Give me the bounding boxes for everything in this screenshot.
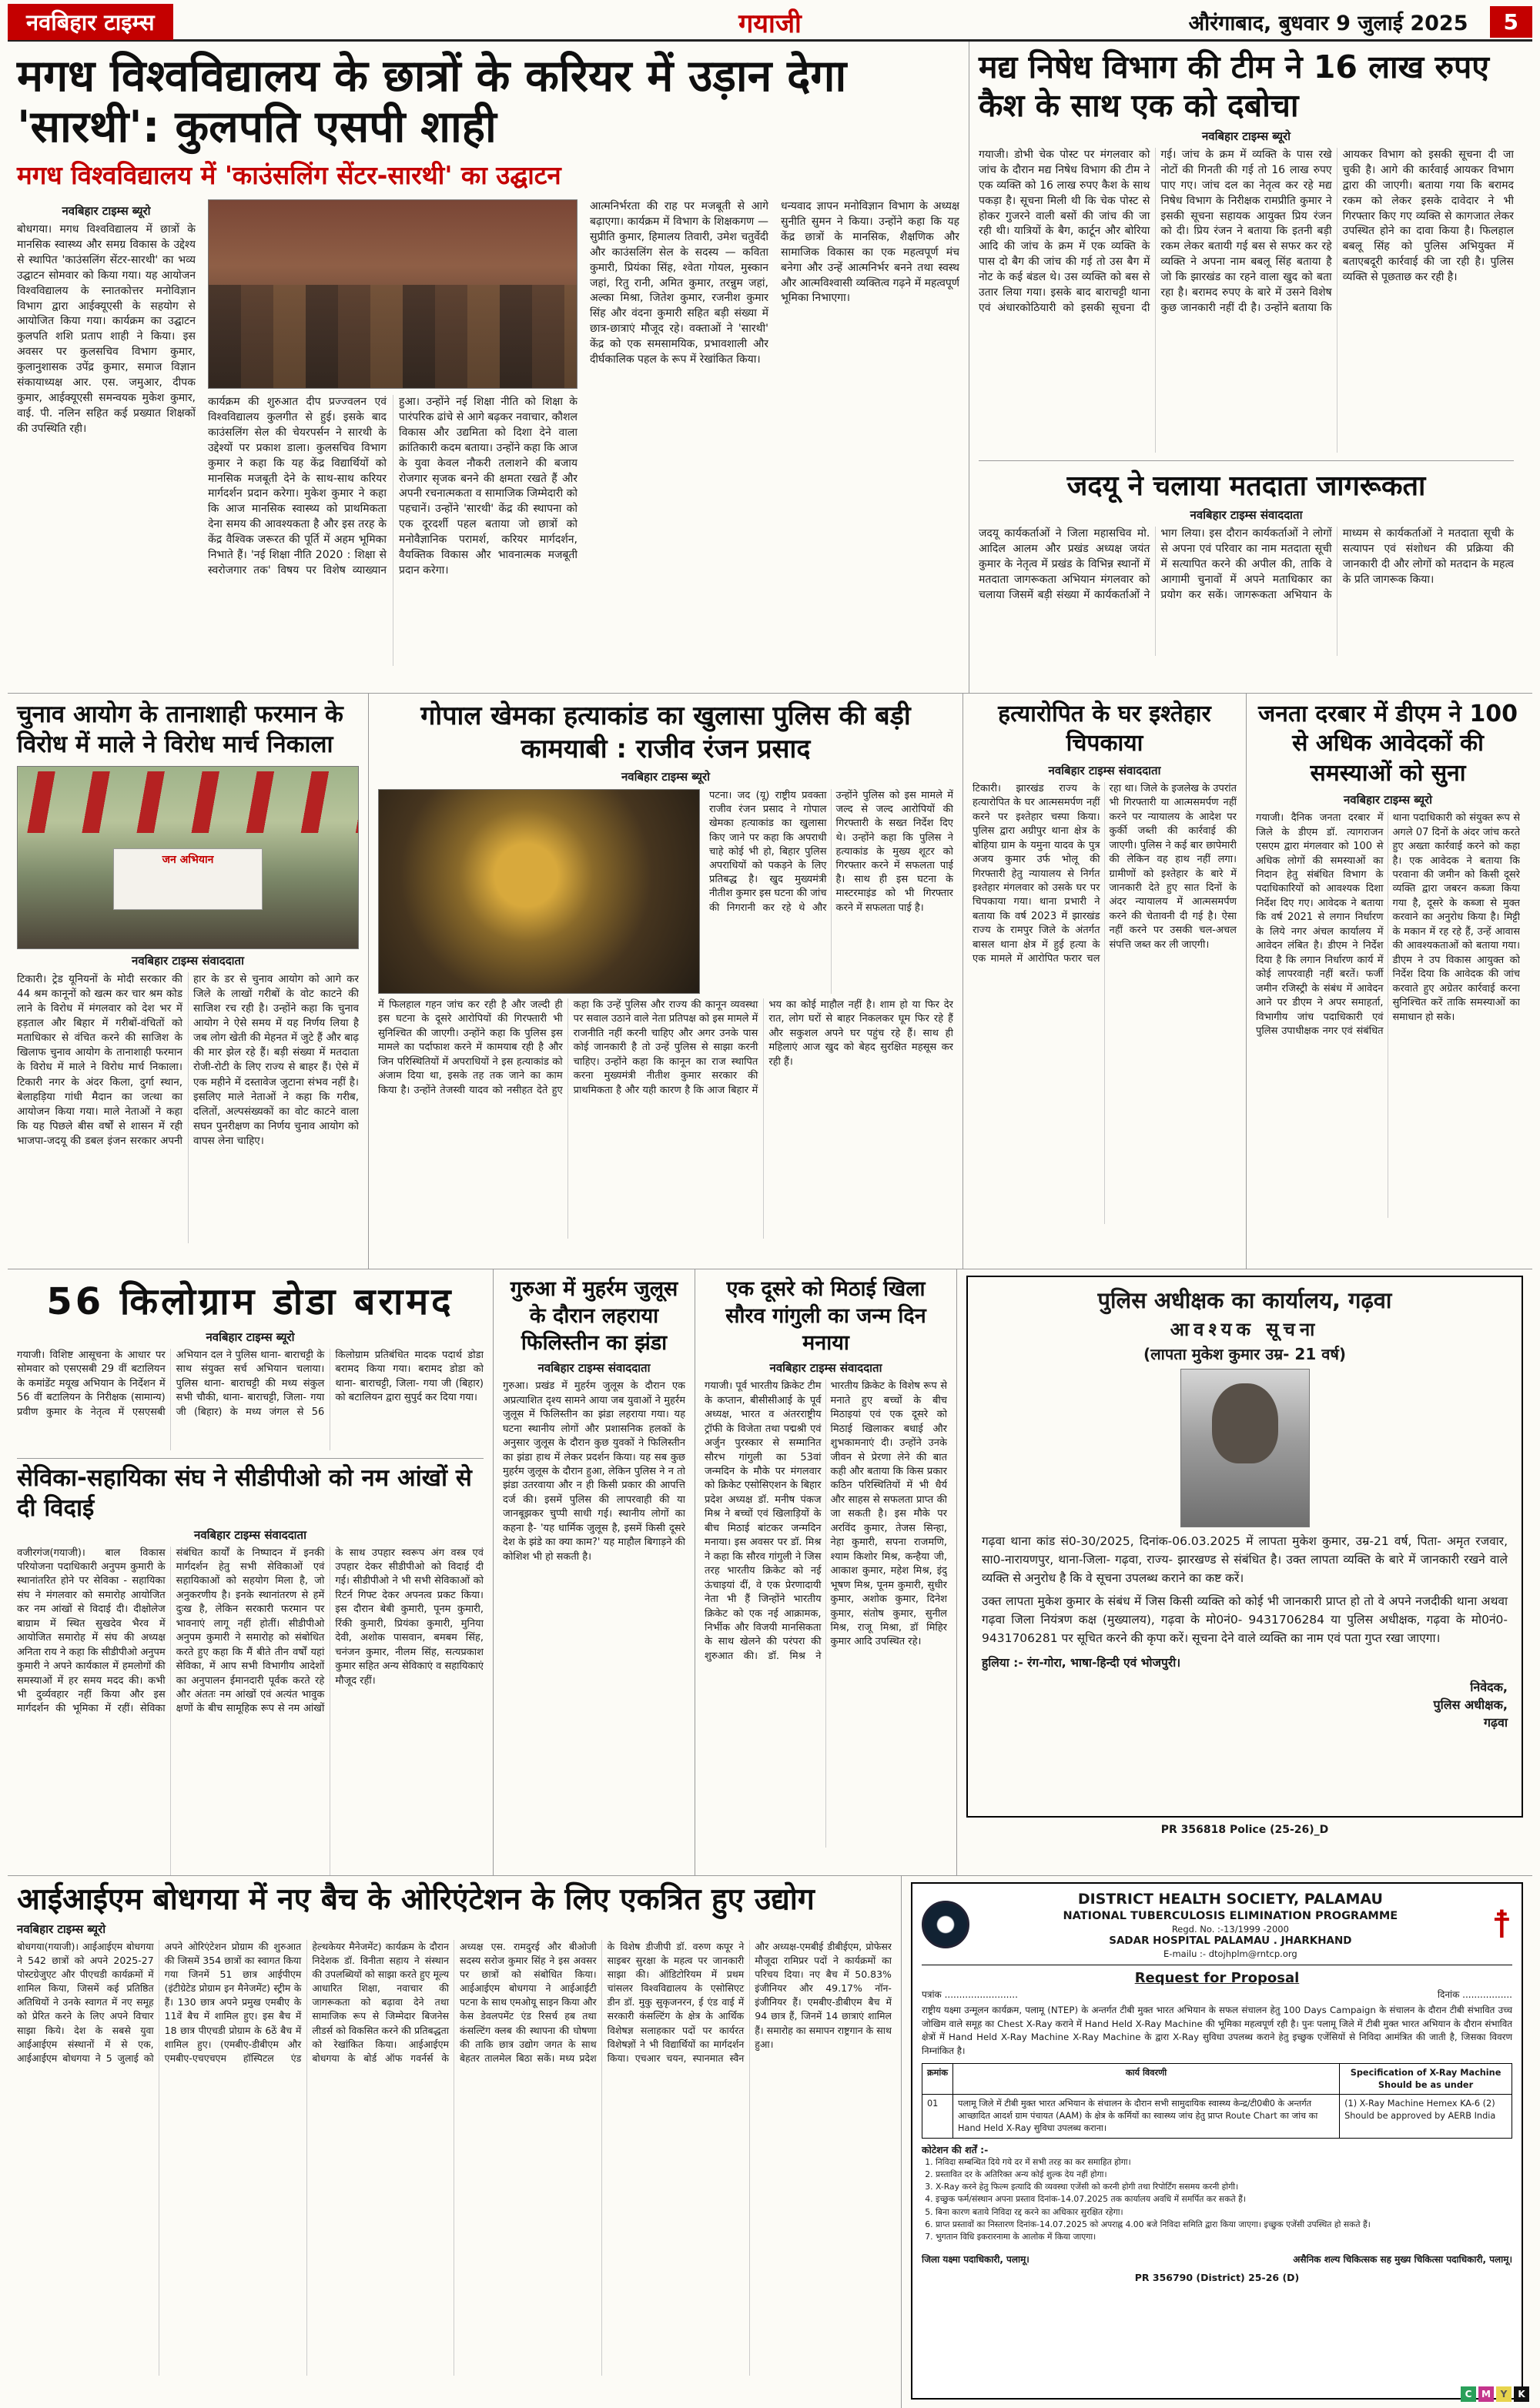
cell-work-description: पलामू जिले में टीबी मुक्त भारत अभियान के संचालन के दौरान सभी सामुदायिक स्वास्थ्य केन्द्र/टी0बी0 के अन्तर्गत आच्छादित आदर्श ग्राम पंचायत (AAM) के क्षेत्र के कर्मियों का स्वास्थ्य जांच हेतु प्राप्त Route Chart का जांच का Hand Held X-Ray सुविधा उपलब्ध कराना। — [953, 2095, 1340, 2138]
dhs-box — [911, 1882, 1523, 2400]
article-iim-orientation — [8, 1876, 901, 2408]
notice-signature — [982, 1678, 1508, 1732]
police-pr-number: PR 356818 Police (25-26)_D — [1160, 1824, 1329, 1836]
protest-banner — [113, 848, 263, 910]
dhs-society-name: DISTRICT HEALTH SOCIETY, PALAMAU — [1077, 1891, 1383, 1908]
sevika-body: वजीरगंज(गयाजी)। बाल विकास परियोजना पदाधिकारी अनुपम कुमारी के स्थानांतरित होने पर सेविका - सहायिका संघ ने मंगलवार को समारोह आयोजित कर नम आंखों से विदाई दी। दीक्षोलेज बाग्राम में स्थित सुखदेव भैरव में आयोजित समारोह में संघ की अध्यक्ष अनिता राय ने कहा कि सीडीपीओ अनुपम कुमारी ने अपने कार्यकाल में हमलोगों की समस्याओं में हर समय मदद की। कभी भी दुर्व्यवहार नहीं किया और इस मार्गदर्शन की भूमिका में रहीं। सेविका संबंधित कार्यों के निष्पादन में इनकी मार्गदर्शन हेतु सभी सेविकाओं एवं सहायिकाओं को सहयोग मिला है, जो अनुकरणीय है। इनके स्थानांतरण से हमें दुःख है, लेकिन सरकारी फरमान पर भावनाएं लागू नहीं होतीं। सीडीपीओ अनुपम कुमारी ने समारोह को संबोधित करते हुए कहा कि मैं बीते तीन वर्षों यहां सेविका, में आप सभी विभागीय आदेशों का अनुपालन ईमानदारी पूर्वक करते रहे और अंततः नम आंखों एवं अत्यंत भावुक क्षणों के बीच सामूहिक रूप से नम आंखों के साथ उपहार स्वरूप अंग वस्त्र एवं उपहार देकर सीडीपीओ को विदाई दी गई। सीडीपीओ ने भी सभी सेविकाओं को रिटर्न गिफ्ट देकर अपनत्व प्रकट किया। इस दौरान बेबी कुमारी, पूनम कुमारी, रिंकी कुमारी, प्रियंका कुमारी, मुनिया देवी, अशोक पासवान, बमबम सिंह, चनंजन कुमार, नीलम सिंह, सत्यप्रकाश कुमार सहित अन्य सेविकाएं व सहायिकाएं मौजूद रहीं। — [17, 1547, 484, 1715]
saarthi-middle — [208, 199, 578, 666]
letter-number-row — [922, 1988, 1512, 2001]
dhs-spec-table — [922, 2063, 1512, 2139]
iim-body: बोधगया(गयाजी)। आईआईएम बोधगया ने 542 छात्रों को अपने 2025-27 पोस्टग्रेजुएट और पीएचडी कार्यक्रमों में शामिल किया, जिसमें कई प्रतिष्ठित अतिथियों ने उनके स्वागत में नए समूह को प्रेरित करने के लिए अपने विचार साझा किये। देश के सबसे युवा आईआईएम संस्थानों में से एक, आईआईएम बोधगया ने 5 जुलाई को अपने ओरिएंटेशन प्रोग्राम की शुरुआत की जिसमें 354 छात्रों का स्वागत किया गया जिनमें 51 छात्र आईपीएम (इंटीग्रेटेड प्रोग्राम इन मैनेजमेंट) स्ट्रीम के हैं। 130 छात्र अपने प्रमुख एमबीए के 11वें बैच में शामिल हुए। इस बैच में 18 छात्र पीएचडी प्रोग्राम के 6ठें बैच में शामिल हुए। (एमबीए-डीबीएम और एमबीए-एचएचएम हॉस्पिटल एंड हेल्थकेयर मैनेजमेंट) कार्यक्रम के दौरान निदेशक डॉ. विनीता सहाय ने संस्थान की उपलब्धियों को साझा करते हुए मूल्य आधारित शिक्षा, नवाचार की जागरूकता को बढ़ावा देने तथा सामाजिक रूप से जिम्मेदार बिजनेस लीडर्स को विकसित करने की प्रतिबद्धता को रेखांकित किया। आईआईएम बोधगया के बोर्ड ऑफ गवर्नर्स के अध्यक्ष एस. रामदुरई और बीओजी सदस्य सरोज कुमार सिंह ने इस अवसर पर छात्रों को संबोधित किया। आईआईएम बोधगया ने आईआईटी पटना के साथ एमओयू साइन किया और केस डेवलपमेंट एंड रिसर्च हब तथा कंसल्टिंग क्लब की स्थापना की घोषणा की ताकि छात्र उद्योग जगत के साथ बेहतर तालमेल बिठा सकें। मध्य प्रदेश के विशेष डीजीपी डॉ. वरुण कपूर ने साइबर सुरक्षा के महत्व पर जानकारी साझा की। ऑडिटोरियम में प्रथम चांसलर विश्वविद्यालय के एसोसिएट डीन डॉ. मुकु सुकृजनरन, ई एंड वाई में सरकारी कंसल्टिंग के क्षेत्र के आर्थिक विशेषज्ञ सलाहकार पदों पर कार्यरत विशेषज्ञों ने भी विद्यार्थियों का मार्गदर्शन किया। एचआर चयन, स्पानमात स्वैन और अध्यक्ष-एमबीई डीबीईएम, प्रोफेसर मौजूदा रामिप्रर पदों ने कार्यक्रमों का परिचय दिया। नए बैच में 50.83% इंजीनियर और 49.17% नॉन-इंजीनियर हैं। एमबीए-डीबीएम बैच में 94 छात्र हैं, जिनमें 14 छात्राएं शामिल हैं। समारोह का समापन राष्ट्रगान के साथ हुआ। — [17, 1940, 892, 2064]
khemka-top — [378, 789, 953, 994]
dhs-tender-notice — [901, 1876, 1532, 2408]
rajiv-ranjan-photo — [378, 789, 700, 994]
black-mark: K — [1514, 2386, 1529, 2402]
terms-title: कोटेशन की शर्तें :- — [922, 2143, 989, 2155]
bottom-section — [8, 1875, 1532, 2408]
janata-headline: जनता दरबार में डीएम ने 100 से अधिक आवेदकों की समस्याओं को सुना — [1258, 701, 1518, 787]
portrait-silhouette — [1212, 1383, 1278, 1463]
table-header-work: कार्य विवरणी — [953, 2063, 1340, 2095]
article-ishtehar — [962, 694, 1246, 1269]
dateline: औरंगाबाद, बुधवार 9 जुलाई 2025 — [1188, 12, 1468, 35]
dhs-hospital-line: SADAR HOSPITAL PALAMAU . JHARKHAND — [1109, 1935, 1352, 1948]
dhs-programme-name: NATIONAL TUBERCULOSIS ELIMINATION PROGRAMME — [1063, 1909, 1398, 1922]
cyan-mark: C — [1461, 2386, 1476, 2402]
sevika-byline: नवबिहार टाइम्स संवाददाता — [194, 1527, 306, 1542]
term-item: 6. प्राप्त प्रस्तावों का निस्तारण दिनांक-14.07.2025 को अपराह्न 4.00 बजे निविदा समिति द्वारा किया जाएगा। इच्छुक एजेंसी उपस्थित हो सकते हैं। — [936, 2219, 1512, 2231]
page-number: 5 — [1490, 6, 1532, 38]
print-color-marks — [1461, 2386, 1529, 2402]
saarthi-col1 — [17, 199, 196, 666]
sign-line-2: पुलिस अधीक्षक, — [1433, 1697, 1508, 1713]
saarthi-mid-text: कार्यक्रम की शुरुआत दीप प्रज्ज्वलन एवं विश्वविद्यालय कुलगीत से हुई। इसके बाद काउंसलिंग सेल की चेयरपर्सन ने सारथी के उद्देश्यों पर प्रकाश डाला। कुलसचिव विभाग कुमार ने कहा कि यह केंद्र विद्यार्थियों को मानसिक मजबूती देने के साथ-साथ करियर मार्गदर्शन प्रदान करेगा। मुकेश कुमार ने कहा कि आज मानसिक स्वास्थ्य को प्राथमिकता देना समय की आवश्यकता है और इस तरह के केंद्र वैश्विक जरूरत की पूर्ति में अहम भूमिका निभाते हैं। 'नई शिक्षा नीति 2020 : शिक्षा से स्वरोजगार तक' विषय पर विशेष व्याख्यान हुआ। उन्होंने नई शिक्षा नीति को शिक्षा के पारंपरिक ढांचे से आगे बढ़कर नवाचार, कौशल विकास और उद्यमिता को दिशा देने वाला क्रांतिकारी कदम बताया। उन्होंने कहा कि आज के युवा केवल नौकरी तलाशने की बजाय रोजगार सृजक बनने की क्षमता रखते हैं और अपनी रचनात्मकता व सामाजिक जिम्मेदारी को पहचानें। उन्होंने 'सारथी' केंद्र की स्थापना को एक दूरदर्शी पहल बताया जो छात्रों को मनोवैज्ञानिक परामर्श, करियर मार्गदर्शन, वैयक्तिक विकास और भावनात्मक मजबूती प्रदान करेगा। — [208, 396, 578, 577]
dhs-pr-number: PR 356790 (District) 25-26 (D) — [1134, 2272, 1300, 2284]
gurua-headline: गुरुआ में मुहर्रम जुलूस के दौरान लहराया फिलिस्तीन का झंडा — [510, 1277, 678, 1356]
khemka-side-text: पटना। जद (यू) राष्ट्रीय प्रवक्ता राजीव रंजन प्रसाद ने गोपाल खेमका हत्याकांड का खुलासा किए जाने पर कहा कि अपराधी चाहे कोई भी हो, बिहार पुलिस अपराधियों को पकड़ने के लिए प्रतिबद्ध है। खुद मुख्यमंत्री नीतीश कुमार इस घटना की जांच की निगरानी कर रहे थे और उन्होंने पुलिस को इस मामले में जल्द से जल्द आरोपियों की गिरफ्तारी के सख्त निर्देश दिए थे। उन्होंने कहा कि पुलिस ने हत्याकांड के मुख्य शूटर को गिरफ्तार करने में सफलता पाई है। साथ ही इस घटना के मास्टरमाइंड को भी गिरफ्तार करने में सफलता पाई है। — [709, 790, 953, 914]
table-header-sn: क्रमांक — [922, 2063, 953, 2095]
iim-byline: नवबिहार टाइम्स ब्यूरो — [17, 1921, 106, 1936]
ganguly-headline: एक दूसरे को मिठाई खिला सौरव गांगुली का जन्म दिन मनाया — [725, 1277, 926, 1356]
terms-list — [922, 2156, 1512, 2243]
term-item: 4. इच्छुक फर्म/संस्थान अपना प्रस्ताव दिनांक-14.07.2025 तक कार्यालय अवधि में समर्पित कर सकते हैं। — [936, 2193, 1512, 2206]
article-janata-darbar — [1246, 694, 1529, 1269]
jdu-body: जदयू कार्यकर्ताओं ने जिला महासचिव मो. आदिल आलम और प्रखंड अध्यक्ष जयंत कुमार के नेतृत्व में प्रखंड के विभिन्न स्थानों में मतदाता जागरूकता अभियान मंगलवार को चलाया जिसमें बड़ी संख्या में कार्यकर्ताओं ने भाग लिया। इस दौरान कार्यकर्ताओं ने लोगों से अपना एवं परिवार का नाम मतदाता सूची में सत्यापित करने की अपील की, ताकि वे आगामी चुनावों में अपने मताधिकार का प्रयोग कर सकें। जागरूकता अभियान के माध्यम से कार्यकर्ताओं ने मतदाता सूची के सत्यापन एवं संशोधन की प्रक्रिया की जानकारी दी और लोगों को मतदान के महत्व के प्रति जागरूक किया। — [979, 527, 1514, 601]
middle-section — [8, 693, 1532, 1269]
missing-person-photo — [1180, 1369, 1310, 1527]
article-gurua-flag — [493, 1269, 695, 1875]
saarthi-inauguration-photo — [208, 199, 578, 389]
article-doda-seizure — [17, 1276, 484, 1450]
notice-hulia: हुलिया :- रंग-गोरा, भाषा-हिन्दी एवं भोजपुरी। — [982, 1656, 1181, 1671]
left-stack — [8, 1269, 493, 1875]
saarthi-byline: नवबिहार टाइम्स ब्यूरो — [62, 204, 151, 219]
photo-people-silhouette — [209, 285, 577, 388]
article-jdu-awareness — [979, 460, 1514, 656]
saarthi-subhead: मगध विश्वविद्यालय में 'काउंसलिंग सेंटर-सारथी' का उद्घाटन — [17, 160, 561, 191]
jdu-byline: नवबिहार टाइम्स संवाददाता — [1190, 508, 1303, 523]
protest-banner-text: जन अभियान — [162, 853, 214, 866]
edition-name: गयाजी — [738, 8, 802, 39]
ishtehar-byline: नवबिहार टाइम्स संवाददाता — [1048, 763, 1161, 778]
sign-line-1: निवेदक, — [1470, 1680, 1508, 1695]
term-item: 2. प्रस्तावित दर के अतिरिक्त अन्य कोई शुल्क देय नहीं होगा। — [936, 2169, 1512, 2181]
doda-headline: 56 किलोग्राम डोडा बरामद — [46, 1280, 454, 1323]
saarthi-col1-text: बोधगया। मगध विश्वविद्यालय में छात्रों के मानसिक स्वास्थ्य और समग्र विकास के उद्देश्य से स्थापित 'काउंसलिंग सेंटर-सारथी' का भव्य उद्घाटन सोमवार को किया गया। यह आयोजन विश्वविद्यालय के स्नातकोत्तर मनोविज्ञान विभाग द्वारा आईक्यूएसी के सहयोग से आयोजित किया गया। कार्यक्रम का उद्घाटन कुलपति शशि प्रताप शाही ने किया। इस अवसर पर कुलसचिव विभाग कुमार, कुलानुशासक उपेंद्र कुमार, समाज विज्ञान संकायाध्यक्ष आर. एस. जमुआर, दीपक कुमार, आईक्यूएसी समन्वयक मुकेश कुमार, वाई. पी. नलिन सहित कई प्रख्यात शिक्षकों की उपस्थिति रही। — [17, 223, 196, 435]
ntep-double-cross-icon: ☨ — [1491, 1902, 1512, 1948]
khemka-headline: गोपाल खेमका हत्याकांड का खुलासा पुलिस की बड़ी कामयाबी : राजीव रंजन प्रसाद — [420, 701, 911, 764]
article-sevika-farewell — [17, 1458, 484, 1875]
jdu-headline: जदयू ने चलाया मतदाता जागरूकता — [1066, 470, 1426, 503]
dhs-email: E-mailu :- dtojhplm@rntcp.org — [1163, 1948, 1297, 1960]
notice-title: आवश्यक सूचना — [1170, 1319, 1320, 1340]
patrank-field: पत्रांक ......................... — [922, 1988, 1018, 2000]
paper-name: नवबिहार टाइम्स — [8, 4, 173, 40]
term-item: 7. भुगतान विधि इकरारनामा के आलोक में किया जाएगा। — [936, 2231, 1512, 2243]
saarthi-col5-text: धन्यवाद ज्ञापन मनोविज्ञान विभाग के अध्यक्ष सुनीति सुमन ने किया। उन्होंने कहा कि यह केंद्र छात्रों के मानसिक, शैक्षणिक और सामाजिक विकास का एक महत्वपूर्ण मंच बनेगा और उन्हें आत्मनिर्भर बनने तथा स्वस्थ और आत्मविश्वासी व्यक्तित्व गढ़ने में महत्वपूर्ण भूमिका निभाएगा। — [781, 200, 959, 305]
doda-byline: नवबिहार टाइम्स ब्यूरो — [206, 1330, 295, 1344]
ishtehar-headline: हत्यारोपित के घर इश्तेहार चिपकाया — [998, 701, 1211, 758]
gurua-body: गुरुआ। प्रखंड में मुहर्रम जुलूस के दौरान एक अप्रत्याशित दृश्य सामने आया जब युवाओं ने मुहर्रम जुलूस में फिलिस्तीन का झंडा लहराया गया। यह घटना स्थानीय लोगों और प्रशासनिक हलकों के अनुसार जुलूस के दौरान कुछ युवकों ने फिलिस्तीन का झंडा हाथ में लेकर प्रदर्शन किया। यह सब कुछ मुहर्रम जुलूस के दौरान हुआ, लेकिन पुलिस ने न तो झंडा उतरवाया और न ही किसी प्रकार की आपत्ति दर्ज की। इसमें पुलिस की लापरवाही की या जानबूझकर चुप्पी साधी गई। स्थानीय लोगों का कहना है- 'यह धार्मिक जुलूस है, इसमें किसी दूसरे देश के झंडे का क्या काम?' यह माहौल बिगाड़ने की कोशिश भी हो सकती है। — [503, 1380, 685, 1563]
article-liquor-seizure — [979, 48, 1514, 453]
dhs-society-logo — [922, 1901, 969, 1948]
dinank-field: दिनांक ................. — [1437, 1988, 1512, 2000]
masthead — [8, 5, 1532, 42]
police-office-title: पुलिस अधीक्षक का कार्यालय, गढ़वा — [1097, 1287, 1392, 1313]
male-body: टिकारी। ट्रेड यूनियनों के मोदी सरकार की 44 श्रम कानूनों को खत्म कर चार श्रम कोड लाने के विरोध में मंगलवार को देश भर में हड़ताल और बिहार में गरीबों-वंचितों को मताधिकार से वंचित करने की साजिश के खिलाफ चुनाव आयोग के तानाशाही फरमान के विरोध में माले ने विरोध मार्च निकाला। टिकारी नगर के अंदर किला, दुर्गा स्थान, बेलाहड़िया गांधी मैदान का जत्था का आयोजन किया गया। माले नेताओं ने कहा कि यह पिछले बीस वर्षों से शासन में रही भाजपा-जदयू की डबल इंजन सरकार अपनी हार के डर से चुनाव आयोग को आगे कर जिले के लाखों गरीबों के वोट काटने की साजिश रच रही है। उन्होंने कहा कि चुनाव आयोग ने ऐसे समय में यह निर्णय लिया है जब लोग खेती की मेहनत में जुटे हैं और बाढ़ की मार झेल रहे हैं। बड़ी संख्या में मतदाता रोजी-रोटी के लिए राज्य से बाहर हैं। ऐसे में एक महीने में दस्तावेज जुटाना संभव नहीं है। इसलिए माले नेताओं ने कहा कि गरीब, दलितों, अल्पसंख्यकों का वोट काटने वाला सघन पुनरीक्षण का निर्णय चुनाव आयोग को वापस लेना चाहिए। — [17, 972, 359, 1148]
red-flags-shape — [18, 771, 358, 833]
article-khemka-case — [368, 694, 962, 1269]
article-saarthi — [8, 42, 969, 693]
sign-district-tb-officer: जिला यक्ष्मा पदाधिकारी, पलामू। — [922, 2254, 1029, 2266]
sign-civil-surgeon: असैनिक शल्य चिकित्सक सह मुख्य चिकित्सा पदाधिकारी, पलामू। — [1293, 2254, 1512, 2266]
gurua-byline: नवबिहार टाइम्स संवाददाता — [537, 1361, 651, 1376]
yellow-mark: Y — [1496, 2386, 1512, 2402]
notice-body-2: उक्त लापता मुकेश कुमार के संबंध में जिस किसी व्यक्ति को कोई भी जानकारी प्राप्त हो तो वे अपने नजदीकी थाना अथवा गढ़वा जिला नियंत्रण कक्ष (मुख्यालय), गढ़वा के मो0नं0- 9431706284 या पुलिस अधीक्षक, गढ़वा के मो0नं0- 9431706281 पर सूचित करने की कृपा करें। सूचना देने वाले व्यक्ति का नाम एवं पता गुप्त रखा जाएगा। — [982, 1594, 1508, 1646]
dhs-titles — [979, 1890, 1482, 1960]
missing-person-line: (लापता मुकेश कुमार उम्र- 21 वर्ष) — [1143, 1345, 1347, 1363]
dhs-regd-no: Regd. No. :-13/1999 -2000 — [1171, 1923, 1289, 1935]
ishtehar-body: टिकारी। झारखंड राज्य के हत्यारोपित के घर आत्मसमर्पण नहीं करने पर इश्तेहार चस्पा किया। पुलिस द्वारा अग्रीपुर थाना क्षेत्र के बोहिया ग्राम के यमुना यादव के पुत्र अजय कुमार उर्फ भोलू की गिरफ्तारी हेतु न्यायालय से निर्गत इश्तेहार मंगलवार को उसके घर पर चिपकाया गया। थाना प्रभारी ने बताया कि वर्ष 2023 में झारखंड राज्य के रामपुर जिले के अंतर्गत बासल थाना क्षेत्र में हुई हत्या के एक मामले में आरोपित फरार चल रहा था। जिले के इजलेख के उपरांत भी गिरफ्तारी या आत्मसमर्पण नहीं करने पर न्यायालय के आदेश पर कुर्की जब्ती की कार्रवाई की जाएगी। पुलिस ने कई बार छापेमारी की लेकिन वह हाथ नहीं लगा। ग्रामीणों को इश्तेहार के बारे में जानकारी देते हुए सात दिनों के अंदर न्यायालय में आत्मसमर्पण करने की चेतावनी दी गई है। ऐसा नहीं करने पर उसकी चल-अचल संपत्ति जब्त कर ली जाएगी। — [973, 782, 1237, 965]
liquor-body: गयाजी। डोभी चेक पोस्ट पर मंगलवार को जांच के दौरान मद्य निषेध विभाग की टीम ने एक व्यक्ति को 16 लाख रुपए कैश के साथ पकड़ा है। सूचना मिली थी कि चेक पोस्ट से होकर गुजरने वाली बसों की जांच की जा रही थी। यात्रियों के बैग, कार्टून और बोरिया आदि की जांच के क्रम में एक व्यक्ति के पास दो बैग की जांच की गई तो उस बैग में नोट के कई बंडल थे। उस व्यक्ति को बस से उतार लिया गया। इसके बाद बाराचट्टी थाना एवं अंधारकोठियारी को इसकी सूचना दी गई। जांच के क्रम में व्यक्ति के पास रखे नोटों की गिनती की गई तो 16 लाख रुपए पाए गए। जांच दल का नेतृत्व कर रहे मद्य निषेध विभाग के निरीक्षक रामप्रीति कुमार ने इसकी सूचना सहायक आयुक्त प्रिय रंजन को दी। प्रिय रंजन ने बताया कि इतनी बड़ी रकम लेकर बतायी गई बस से सफर कर रहे व्यक्ति ने अपना नाम बबलू सिंह बताया है जो कि झारखंड का रहने वाला खुद को बता रहा है। बरामद रुपए के बारे में उसने विशेष कुछ जानकारी नहीं दी है। उन्होंने बताया कि आयकर विभाग को इसकी सूचना दी जा चुकी है। आगे की कार्रवाई आयकर विभाग द्वारा की जाएगी। बताया गया कि बरामद रकम को लेकर इसके दावेदार ने भी गिरफ्तार किए गए व्यक्ति से कागजात लेकर उपस्थित होने का दावा किया है। फिलहाल बबलू सिंह को पुलिस अभियुक्त में बताएबदूरी कार्रवाई की जा रही है। पुलिस व्यक्ति से पूछताछ कर रही है। — [979, 149, 1514, 314]
sign-line-3: गढ़वा — [1483, 1715, 1508, 1731]
article-ganguly-birthday — [695, 1269, 956, 1875]
saarthi-headline: मगध विश्वविद्यालय के छात्रों के करियर में उड़ान देगा 'सारथी': कुलपति एसपी शाही — [17, 51, 847, 153]
top-right-column — [969, 42, 1523, 693]
iim-headline: आईआईएम बोधगया में नए बैच के ओरिएंटेशन के लिए एकत्रित हुए उद्योग — [17, 1882, 815, 1917]
article-male-march — [8, 694, 368, 1269]
table-header-spec: Specification of X-Ray Machine Should be as under — [1340, 2063, 1512, 2095]
lower-middle-section — [8, 1269, 1532, 1875]
khemka-body: में फिलहाल गहन जांच कर रही है और जल्दी ही इस घटना के दूसरे आरोपियों की गिरफ्तारी भी सुनिश्चित की जाएगी। उन्होंने कहा कि पुलिस इस मामले का पर्दाफाश करने में कामयाब रही है और जिन परिस्थितियों में अपराधियों ने इस हत्याकांड को अंजाम दिया था, इसके तह तक जाने का काम किया है। उन्होंने तेजस्वी यादव को नसीहत देते हुए कहा कि उन्हें पुलिस और राज्य की कानून व्यवस्था पर सवाल उठाने वाले नेता प्रतिपक्ष को इस मामले में राजनीति नहीं करनी चाहिए और अगर उनके पास कोई जानकारी है तो उन्हें पुलिस से साझा करनी चाहिए। उन्होंने कहा कि कानून का राज स्थापित करना मुख्यमंत्री नीतीश कुमार सरकार की प्राथमिकता है और यही कारण है कि आज बिहार में भय का कोई माहौल नहीं है। शाम हो या फिर देर रात, लोग घरों से बाहर निकलकर घूम फिर रहे हैं और सकुशल अपने घर पहुंच रहे हैं। साथ ही महिलाएं आज खुद को बेहद सुरक्षित महसूस कर रही हैं। — [378, 999, 953, 1096]
sevika-headline: सेविका-सहायिका संघ ने सीडीपीओ को नम आंखों से दी विदाई — [17, 1464, 472, 1522]
ganguly-byline: नवबिहार टाइम्स संवाददाता — [769, 1361, 882, 1376]
dhs-intro-paragraph: राष्ट्रीय यक्ष्मा उन्मूलन कार्यक्रम, पलामू (NTEP) के अन्तर्गत टीबी मुक्त भारत अभियान के सफल संचालन हेतु 100 Days Campaign के संचालन के दौरान टीबी संभावित उच्च जोखिम वाले समूह का Chest X-Ray कराने में Hand Held X-Ray Machine की भूमिका महत्वपूर्ण रही है। पुनः पलामू जिले में टीबी मुक्त भारत अभियान के दौरान संभावित क्षेत्रों में Hand Held X-Ray Machine X-Ray Machine के द्वारा X-Ray सुविधा उपलब्ध कराने हेतु इच्छुक एजेंसियों से निविदा आमंत्रित की जाती है, जिसका विवरण निम्नांकित है। — [922, 2004, 1512, 2057]
saarthi-col4-text: आत्मनिर्भरता की राह पर मजबूती से आगे बढ़ाएगा। कार्यक्रम में विभाग के शिक्षकगण — सुप्रीति कुमार, हिमालय तिवारी, उमेश चतुर्वेदी और काउंसलिंग सेल के सदस्य — कविता कुमारी, प्रियंका सिंह, श्वेता गोयल, मुस्कान जहां, रितु रानी, अमित कुमार, तरन्नुम जहां, अल्का मिश्रा, जितेश कुमार, रजनीश कुमार सिंह और वंदना कुमारी सहित बड़ी संख्या में छात्र-छात्राएं मौजूद रहे। वक्ताओं ने 'सारथी' केंद्र को एक समसामयिक, प्रभावशाली और दीर्घकालिक पहल के रूप में रेखांकित किया। — [590, 200, 768, 366]
cell-sn: 01 — [922, 2095, 953, 2138]
rfp-title: Request for Proposal — [1134, 1969, 1300, 1986]
protest-march-photo — [17, 766, 359, 949]
khemka-byline: नवबिहार टाइम्स ब्यूरो — [621, 770, 711, 784]
saarthi-body — [17, 199, 959, 666]
male-headline: चुनाव आयोग के तानाशाही फरमान के विरोध में माले ने विरोध मार्च निकाला — [17, 701, 343, 758]
top-section — [8, 42, 1532, 693]
dhs-header — [922, 1890, 1512, 1965]
liquor-headline: मद्य निषेध विभाग की टीम ने 16 लाख रुपए कैश के साथ एक को दबोचा — [979, 48, 1489, 125]
male-byline: नवबिहार टाइम्स संवाददाता — [132, 953, 244, 968]
cell-spec: (1) X-Ray Machine Hemex KA-6 (2) Should be approved by AERB India — [1340, 2095, 1512, 2138]
janata-byline: नवबिहार टाइम्स ब्यूरो — [1343, 793, 1433, 808]
magenta-mark: M — [1478, 2386, 1494, 2402]
notice-body-1: गढ़वा थाना कांड सं0-30/2025, दिनांक-06.03.2025 में लापता मुकेश कुमार, उम्र-21 वर्ष, पिता- अमृत रजवार, सा0-नारायणपुर, थाना-जिला- गढ़वा, राज्य- झारखण्ड से संबंधित है। उक्त लापता व्यक्ति के बारे में जानकारी रखने वाले व्यक्ति से अनुरोध है कि वे सूचना उपलब्ध कराने का कष्ट करें। — [982, 1534, 1508, 1586]
term-item: 5. बिना कारण बताये निविदा रद्द करने का अधिकार सुरक्षित रहेगा। — [936, 2206, 1512, 2219]
notice-box — [966, 1276, 1523, 1818]
janata-body: गयाजी। दैनिक जनता दरबार में जिले के डीएम डॉ. त्यागराजन एसएम द्वारा मंगलवार को 100 से अधिक लोगों की समस्याओं का निदान हेतु संबंधित विभाग के पदाधिकारियों को आवश्यक दिशा निर्देश दिए गए। आवेदक ने बताया कि वर्ष 2021 से लगान निर्धारण के लिये नगर अंचल कार्यालय में आवेदन लंबित है। डीएम ने निर्देश दिया है कि लगान निर्धारण कार्य में कोई लापरवाही नहीं बरतें। फर्जी जमीन रजिस्ट्री के संबंध में आवेदन आने पर डीएम ने अपर समाहर्ता, विभागीय जांच पदाधिकारी एवं पुलिस उपाधीक्षक नगर एवं संबंधित थाना पदाधिकारी को संयुक्त रूप से अगले 07 दिनों के अंदर जांच करते हुए अख्ता कार्रवाई करने को कहा है। एक आवेदक ने बताया कि परवाना की जमीन को किसी दूसरे व्यक्ति द्वारा जबरन कब्जा किया गया है, दूसरे के कब्जा से मुक्त करवाने का अनुरोध किया है। मिट्टी के मकान में रह रहे हैं, उन्हें आवास की आवश्यकताओं को बताया गया। डीएम ने उप विकास आयुक्त को निर्देश दिया कि आवेदक की जांच करवाते हुए अग्रेतर कार्रवाई करना सुनिश्चित करें ताकि समस्याओं का समाधान हो सके। — [1256, 812, 1520, 1037]
ganguly-body: गयाजी। पूर्व भारतीय क्रिकेट टीम के कप्तान, बीसीसीआई के पूर्व अध्यक्ष, भारत व अंतरराष्ट्रीय ट्रॉफी के विजेता तथा पद्मश्री एवं अर्जुन पुरस्कार से सम्मानित सौरभ गांगुली का 53वां जन्मदिन के मौके पर मंगलवार को क्रिकेट एसोसिएशन के बिहार प्रदेश अध्यक्ष डॉ. मनीष पंकज मिश्र ने बच्चों एवं खिलाड़ियों के बीच मिठाई बांटकर जन्मदिन मनाया। इस अवसर पर डॉ. मिश्र ने कहा कि सौरव गांगुली ने जिस तरह भारतीय क्रिकेट को नई ऊंचाइयां दीं, वे एक प्रेरणादायी नेता भी हैं जिन्होंने भारतीय क्रिकेट को एक नई आक्रामक, निर्भीक और विजयी मानसिकता के साथ खेलने की परंपरा की शुरुआत की। डॉ. मिश्र ने भारतीय क्रिकेट के विशेष रूप से मनाते हुए बच्चों के बीच मिठाइयां एवं एक दूसरे को मिठाई खिलाकर बधाई और शुभकामनाएं दी। उन्होंने उनके जीवन से प्रेरणा लेने की बात कही और बताया कि किस प्रकार कठिन परिस्थितियों में भी धैर्य और साहस से सफलता प्राप्त की जा सकती है। इस मौके पर अरविंद कुमार, तेजस सिन्हा, नेहा कुमारी, सपना राजमणि, श्याम किशोर मिश्र, कन्हैया जी, आकाश कुमार, महेश मिश्र, इंदु भूषण मिश्र, पूनम कुमारी, सुधीर कुमार, अशोक कुमार, दिनेश कुमार, संतोष कुमार, सुनील मिश्र, राजू मिश्रा, डॉ मिहिर कुमार आदि उपस्थित रहे। — [705, 1380, 947, 1662]
liquor-byline: नवबिहार टाइम्स ब्यूरो — [1201, 129, 1291, 144]
dhs-signatures — [922, 2252, 1512, 2266]
term-item: 1. निविदा सम्बन्धित दिये गये दर में सभी तरह का कर समाहित होगा। — [936, 2156, 1512, 2169]
doda-body: गयाजी। विशिष्ट आसूचना के आधार पर सोमवार को एसएसबी 29 वीं बटालियन के कमांडेंट मयूख अभियान के निर्देशन में 56 वीं बटालियन के निरीक्षक (सामान्य) प्रवीण कुमार के नेतृत्व में एसएसबी अभियान दल ने पुलिस थाना- बाराचट्टी के साथ संयुक्त सर्च अभियान चलाया। पुलिस थाना- बाराचट्टी की मध्य संकुल सभी चौकी, थाना- बाराचट्टी, जिला- गया जी (बिहार) के मध्य जंगल से 56 किलोग्राम प्रतिबंधित मादक पदार्थ डोडा बरामद किया गया। बरामद डोडा को थाना- बाराचट्टी, जिला- गया जी (बिहार) को बटालियन द्वारा सुपुर्द कर दिया गया। — [17, 1349, 484, 1418]
table-row — [922, 2095, 1512, 2138]
police-missing-notice — [956, 1269, 1532, 1875]
term-item: 3. X-Ray करने हेतु फिल्म इत्यादि की व्यवस्था एजेंसी को करनी होगी तथा रिपोर्टिंग ससमय करनी होगी। — [936, 2181, 1512, 2193]
